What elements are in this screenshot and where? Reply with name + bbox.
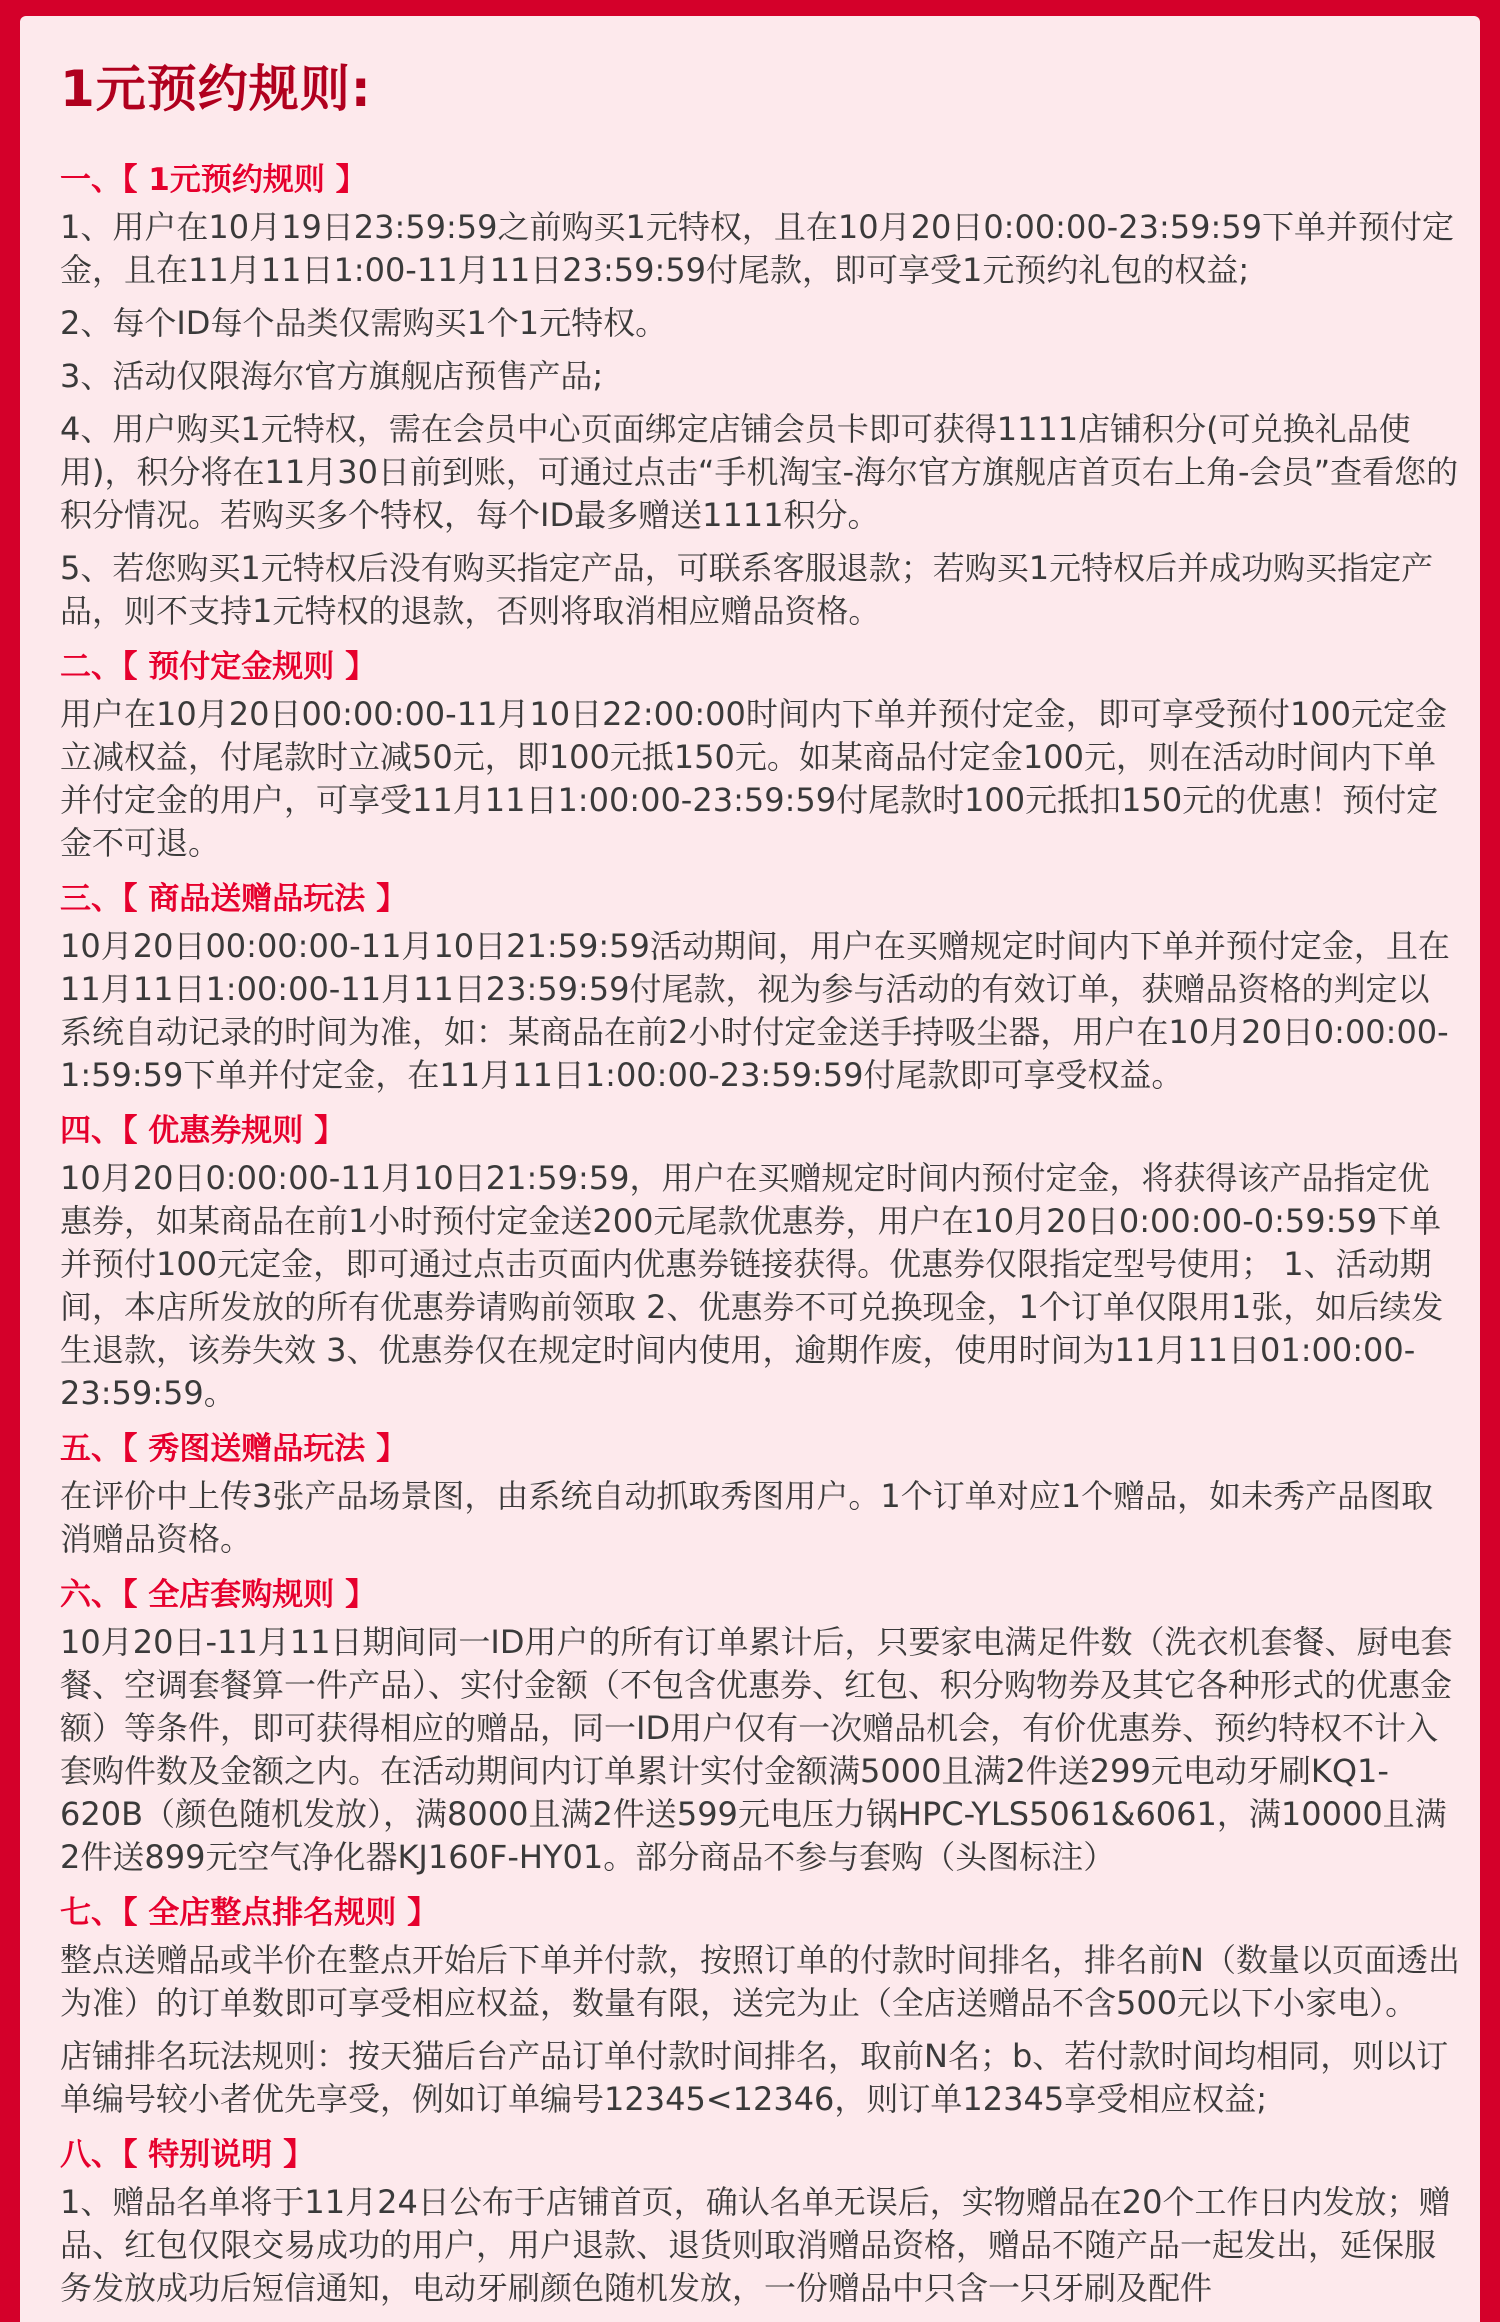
section-1 — [60, 156, 1460, 633]
section-heading: 六、【 全店套购规则 】 — [60, 1577, 377, 1613]
section-heading: 八、【 特别说明 】 — [60, 2137, 315, 2173]
rule-paragraph: 用户在10月20日00:00:00-11月10日22:00:00时间内下单并预付定金，即可享受预付100元定金立减权益，付尾款时立减50元，即100元抵150元。如某商品付定金100元，则在活动时间内下单并付定金的用户，可享受11月11日1:00:00-23:59:59付尾款时100元抵扣150元的优惠！预付定金不可退。 — [60, 695, 1447, 862]
section-heading: 三、【 商品送赠品玩法 】 — [60, 881, 408, 917]
rule-paragraph: 店铺排名玩法规则：按天猫后台产品订单付款时间排名，取前N名；b、若付款时间均相同，则以订单编号较小者优先享受，例如订单编号12345<12346，则订单12345享受相应权益; — [60, 2037, 1449, 2118]
section-heading: 四、【 优惠券规则 】 — [60, 1113, 346, 1149]
rule-paragraph: 2、每个ID每个品类仅需购买1个1元特权。 — [60, 304, 668, 342]
section-8 — [60, 2131, 1460, 2310]
rule-paragraph: 10月20日00:00:00-11月10日21:59:59活动期间，用户在买赠规定时间内下单并预付定金，且在11月11日1:00:00-11月11日23:59:59付尾款，视为参与活动的有效订单，获赠品资格的判定以系统自动记录的时间为准，如：某商品在前2小时付定金送手持吸尘器，用户在10月20日0:00:00-1:59:59下单并付定金，在11月11日1:00:00-23:59:59付尾款即可享受权益。 — [60, 927, 1450, 1094]
section-3 — [60, 875, 1460, 1097]
rules-panel — [20, 16, 1480, 2322]
section-7 — [60, 1889, 1460, 2121]
section-heading: 二、【 预付定金规则 】 — [60, 649, 377, 685]
rule-paragraph: 5、若您购买1元特权后没有购买指定产品，可联系客服退款；若购买1元特权后并成功购买指定产品，则不支持1元特权的退款，否则将取消相应赠品资格。 — [60, 549, 1434, 630]
section-5 — [60, 1425, 1460, 1561]
section-4 — [60, 1107, 1460, 1415]
section-heading: 五、【 秀图送赠品玩法 】 — [60, 1431, 408, 1467]
section-6 — [60, 1571, 1460, 1879]
rule-paragraph: 10月20日0:00:00-11月10日21:59:59，用户在买赠规定时间内预付定金，将获得该产品指定优惠券，如某商品在前1小时预付定金送200元尾款优惠券，用户在10月20日0:00:00-0:59:59下单并预付100元定金，即可通过点击页面内优惠券链接获得。优惠券仅限指定型号使用； 1、活动期间，本店所发放的所有优惠券请购前领取 2、优惠券不可兑换现金，1个订单仅限用1张，如后续发生退款，该券失效 3、优惠券仅在规定时间内使用，逾期作废，使用时间为11月11日01:00:00-23:59:59。 — [60, 1159, 1444, 1412]
rule-paragraph: 整点送赠品或半价在整点开始后下单并付款，按照订单的付款时间排名，排名前N（数量以页面透出为准）的订单数即可享受相应权益，数量有限，送完为止（全店送赠品不含500元以下小家电）。 — [60, 1941, 1460, 2022]
section-heading: 一、【 1元预约规则 】 — [60, 162, 367, 198]
rule-paragraph: 在评价中上传3张产品场景图，由系统自动抓取秀图用户。1个订单对应1个赠品，如未秀产品图取消赠品资格。 — [60, 1477, 1434, 1558]
rule-paragraph: 1、赠品名单将于11月24日公布于店铺首页，确认名单无误后，实物赠品在20个工作日内发放；赠品、红包仅限交易成功的用户，用户退款、退货则取消赠品资格，赠品不随产品一起发出，延保服务发放成功后短信通知，电动牙刷颜色随机发放，一份赠品中只含一只牙刷及配件 — [60, 2183, 1451, 2307]
page-title: 1元预约规则: — [60, 60, 372, 118]
rule-paragraph: 1、用户在10月19日23:59:59之前购买1元特权，且在10月20日0:00:00-23:59:59下单并预付定金，且在11月11日1:00-11月11日23:59:59付尾款，即可享受1元预约礼包的权益; — [60, 208, 1454, 289]
section-heading: 七、【 全店整点排名规则 】 — [60, 1895, 439, 1931]
rule-paragraph: 4、用户购买1元特权，需在会员中心页面绑定店铺会员卡即可获得1111店铺积分(可兑换礼品使用)，积分将在11月30日前到账，可通过点击“手机淘宝-海尔官方旗舰店首页右上角-会员”查看您的积分情况。若购买多个特权，每个ID最多赠送1111积分。 — [60, 410, 1459, 534]
section-2 — [60, 643, 1460, 865]
rule-paragraph: 3、活动仅限海尔官方旗舰店预售产品; — [60, 357, 604, 395]
rule-paragraph: 10月20日-11月11日期间同一ID用户的所有订单累计后，只要家电满足件数（洗衣机套餐、厨电套餐、空调套餐算一件产品）、实付金额（不包含优惠券、红包、积分购物券及其它各种形式的优惠金额）等条件，即可获得相应的赠品，同一ID用户仅有一次赠品机会，有价优惠券、预约特权不计入套购件数及金额之内。在活动期间内订单累计实付金额满5000且满2件送299元电动牙刷KQ1-620B（颜色随机发放），满8000且满2件送599元电压力锅HPC-YLS5061&6061，满10000且满2件送899元空气净化器KJ160F-HY01。部分商品不参与套购（头图标注） — [60, 1623, 1453, 1876]
